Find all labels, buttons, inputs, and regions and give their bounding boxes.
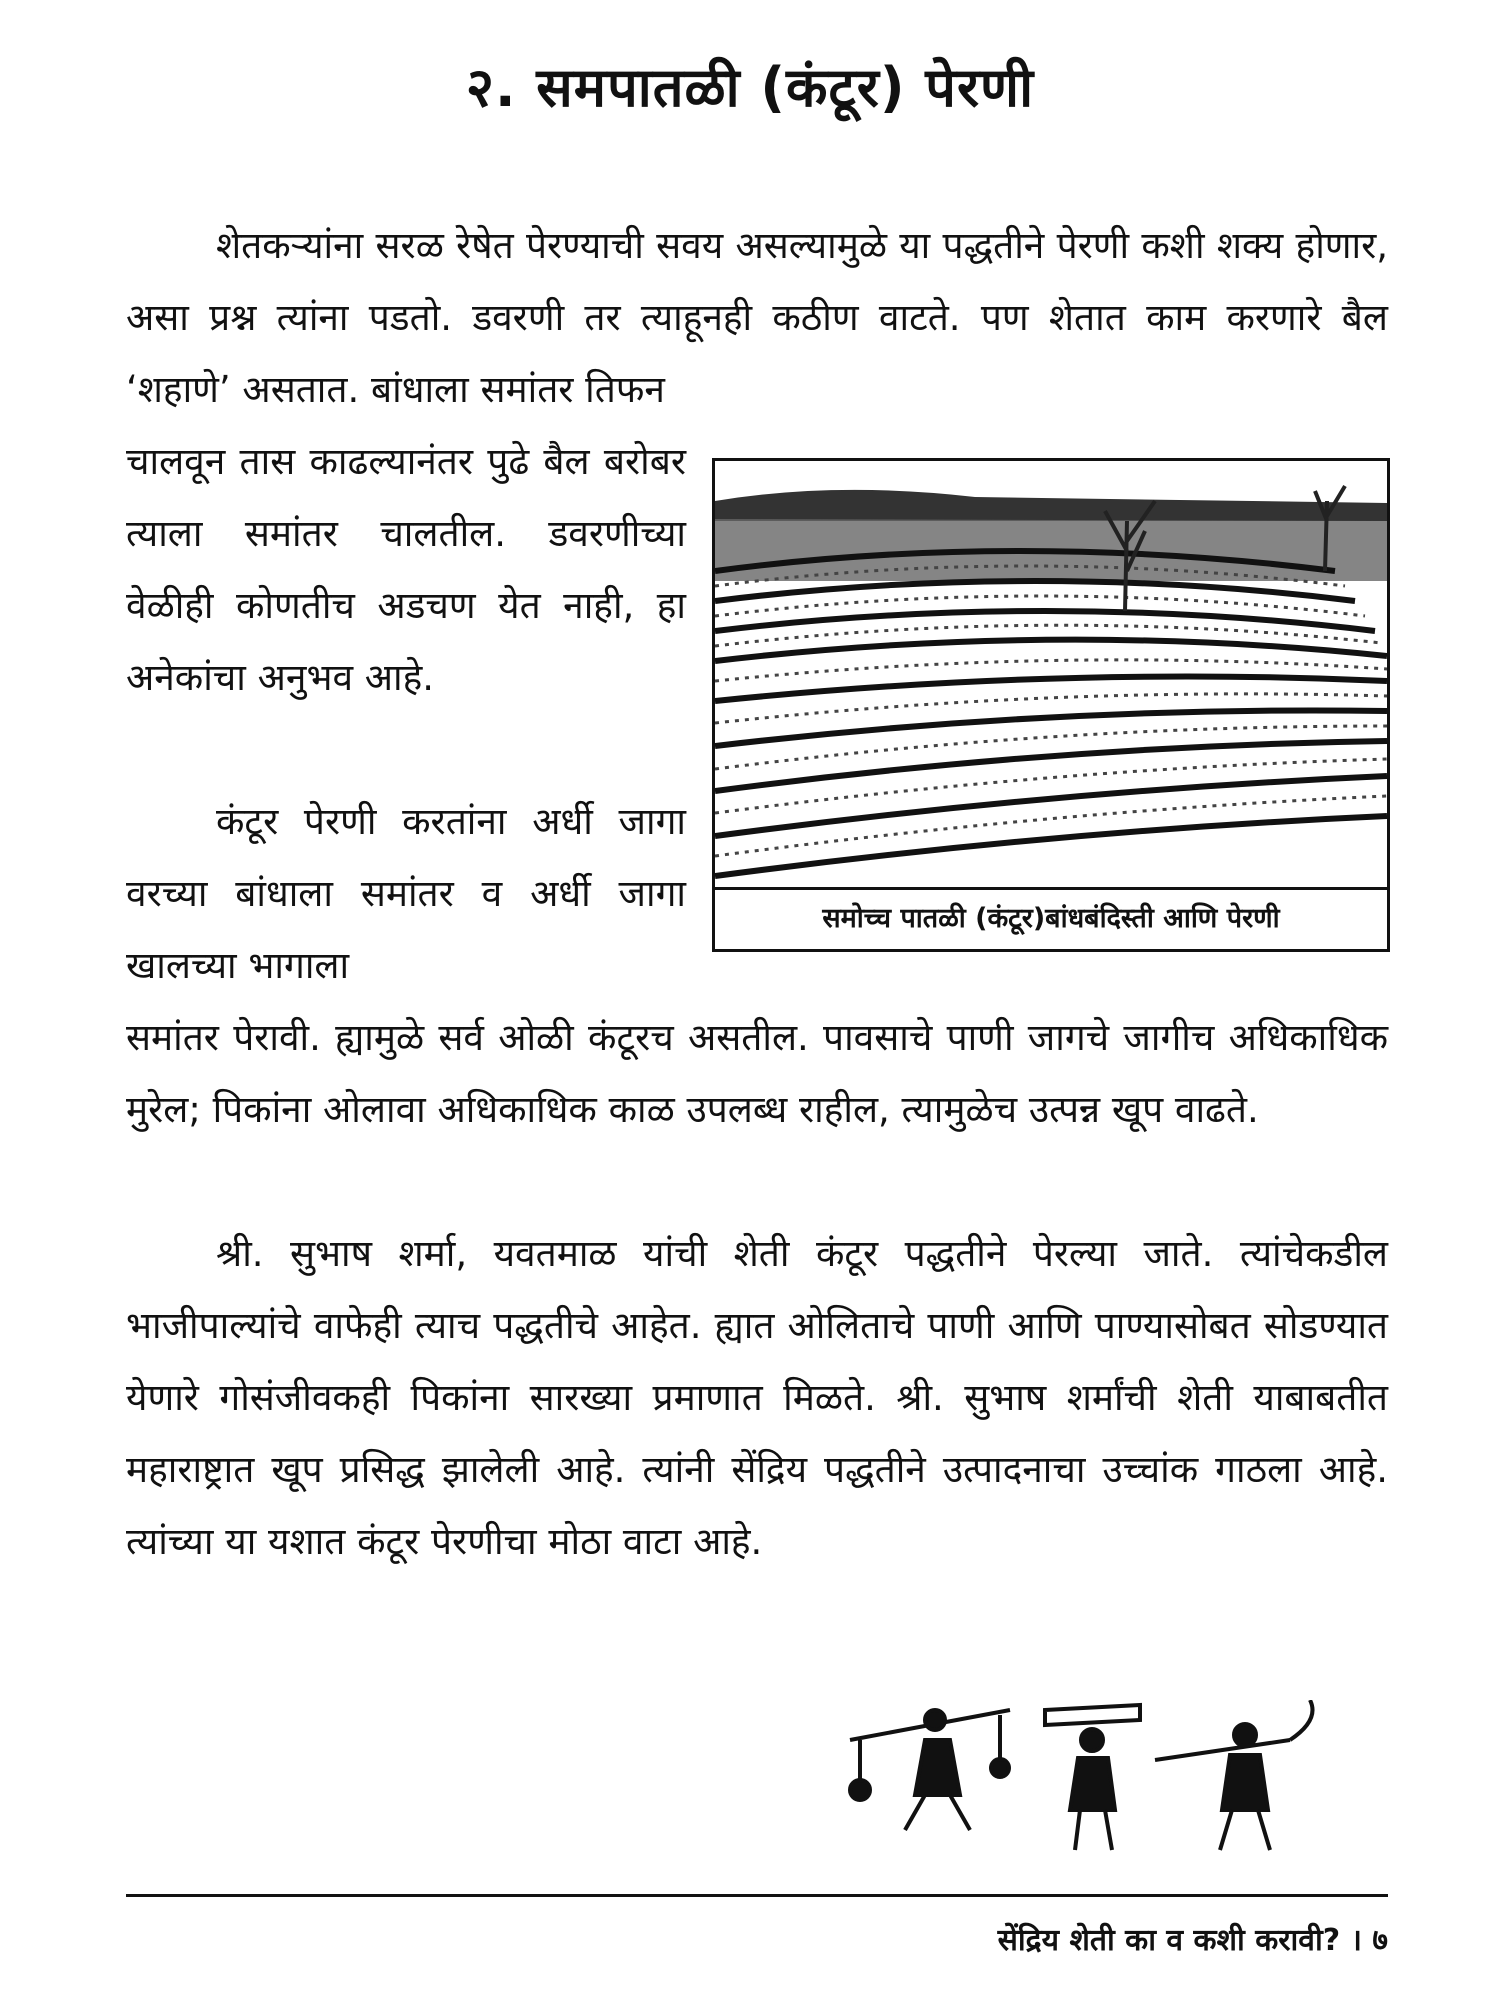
paragraph-1-intro: शेतकऱ्यांना सरळ रेषेत पेरण्याची सवय असल्यामुळे या पद्धतीने पेरणी कशी शक्य होणार, असा प्रश्न त्यांना पडतो. डवरणी तर त्याहूनही कठीण वाटते. पण शेतात काम करणारे बैल ‘शहाणे’ असतात. बांधाला समांतर तिफन xyxy=(126,224,1388,411)
page-title: २. समपातळी (कंटूर) पेरणी xyxy=(465,56,1035,119)
paragraph-3: श्री. सुभाष शर्मा, यवतमाळ यांची शेती कंटूर पद्धतीने पेरल्या जाते. त्यांचेकडील भाजीपाल्यांचे वाफेही त्याच पद्धतीचे आहेत. ह्यात ओलिताचे पाणी आणि पाण्यासोबत सोडण्यात येणारे गोसंजीवकही पिकांना सारख्या प्रमाणात मिळते. श्री. सुभाष शर्मांची शेती याबाबतीत महाराष्ट्रात खूप प्रसिद्ध झालेली आहे. त्यांनी सेंद्रिय पद्धतीने उत्पादनाचा उच्चांक गाठला आहे. त्यांच्या या यशात कंटूर पेरणीचा मोठा वाटा आहे. xyxy=(126,1232,1389,1563)
contour-field-figure xyxy=(712,458,1390,952)
paragraph-2-start: कंटूर पेरणी करतांना अर्धी जागा वरच्या बांधाला समांतर व अर्धी जागा खालच्या भागाला xyxy=(126,800,686,987)
tribal-art-illustration xyxy=(840,1700,1360,1870)
footer-divider xyxy=(126,1894,1388,1897)
paragraph-1-continued: चालवून तास काढल्यानंतर पुढे बैल बरोबर त्याला समांतर चालतील. डवरणीच्या वेळीही कोणतीच अडचण येत नाही, हा अनेकांचा अनुभव आहे. xyxy=(126,440,686,699)
paragraph-2-continued: समांतर पेरावी. ह्यामुळे सर्व ओळी कंटूरच असतील. पावसाचे पाणी जागचे जागीच अधिकाधिक मुरेल; पिकांना ओलावा अधिकाधिक काळ उपलब्ध राहील, त्यामुळेच उत्पन्न खूप वाढते. xyxy=(126,1016,1388,1131)
contour-field-illustration xyxy=(715,461,1387,887)
footer-text: सेंद्रिय शेती का व कशी करावी? । ७ xyxy=(997,1923,1388,1958)
figure-caption: समोच्च पातळी (कंटूर)बांधबंदिस्ती आणि पेरणी xyxy=(715,887,1387,949)
